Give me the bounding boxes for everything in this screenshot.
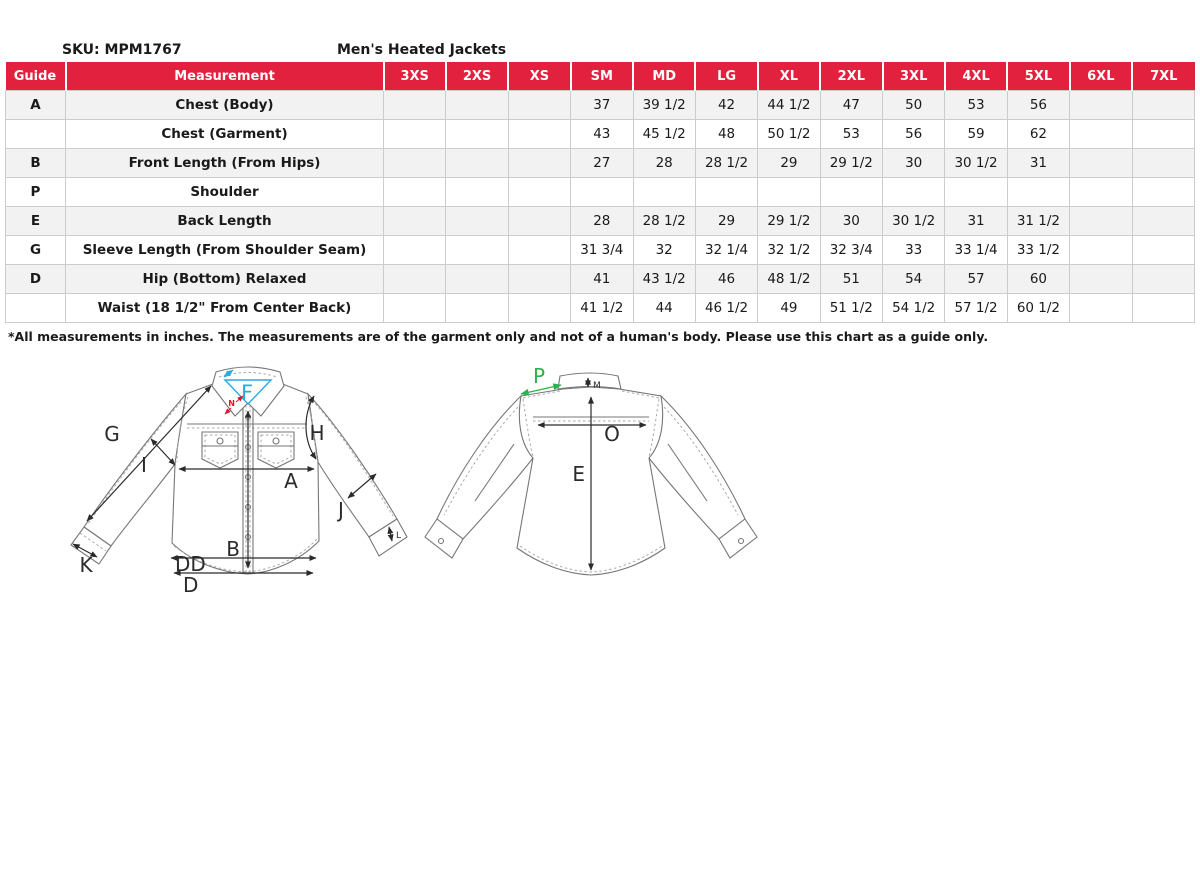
size-value-cell: 56 <box>1007 91 1069 120</box>
column-header-lg: LG <box>695 62 757 91</box>
sku-label: SKU: MPM1767 <box>62 42 182 58</box>
header-row <box>6 62 1195 91</box>
size-value-cell <box>446 236 508 265</box>
column-header-3xs: 3XS <box>384 62 446 91</box>
size-value-cell: 31 <box>1007 149 1069 178</box>
size-value-cell: 31 3/4 <box>571 236 633 265</box>
size-value-cell: 43 1/2 <box>633 265 695 294</box>
size-value-cell <box>758 178 820 207</box>
size-value-cell <box>1132 207 1195 236</box>
column-header-xl: XL <box>758 62 820 91</box>
table-row <box>6 120 1195 149</box>
measure-label-b: B <box>226 537 240 561</box>
size-value-cell: 47 <box>820 91 882 120</box>
measurement-cell: Waist (18 1/2" From Center Back) <box>66 294 384 323</box>
size-value-cell: 43 <box>571 120 633 149</box>
size-value-cell <box>384 265 446 294</box>
measure-label-p: P <box>532 364 546 388</box>
size-value-cell: 51 <box>820 265 882 294</box>
size-value-cell: 46 <box>695 265 757 294</box>
size-value-cell <box>446 149 508 178</box>
table-row <box>6 178 1195 207</box>
size-value-cell: 44 1/2 <box>758 91 820 120</box>
size-value-cell: 32 1/4 <box>695 236 757 265</box>
size-value-cell <box>1132 149 1195 178</box>
size-value-cell: 50 1/2 <box>758 120 820 149</box>
size-value-cell <box>508 265 570 294</box>
column-header-sm: SM <box>571 62 633 91</box>
size-value-cell: 29 <box>758 149 820 178</box>
size-chart-table <box>5 62 1195 323</box>
size-value-cell <box>1132 236 1195 265</box>
measurement-cell: Hip (Bottom) Relaxed <box>66 265 384 294</box>
size-value-cell: 42 <box>695 91 757 120</box>
size-value-cell <box>508 178 570 207</box>
size-value-cell <box>633 178 695 207</box>
guide-cell: G <box>6 236 66 265</box>
size-value-cell: 57 1/2 <box>945 294 1007 323</box>
title-bar <box>0 42 1200 60</box>
guide-cell: D <box>6 265 66 294</box>
measure-label-h: H <box>309 421 325 445</box>
size-value-cell: 29 1/2 <box>820 149 882 178</box>
table-row <box>6 149 1195 178</box>
size-value-cell: 32 <box>633 236 695 265</box>
measure-label-dd: DD <box>175 552 206 576</box>
column-header-measurement: Measurement <box>66 62 384 91</box>
size-value-cell <box>1070 120 1132 149</box>
guide-cell: A <box>6 91 66 120</box>
size-value-cell <box>446 207 508 236</box>
size-value-cell: 44 <box>633 294 695 323</box>
size-value-cell: 39 1/2 <box>633 91 695 120</box>
column-header-5xl: 5XL <box>1007 62 1069 91</box>
size-value-cell: 32 1/2 <box>758 236 820 265</box>
size-value-cell <box>1132 178 1195 207</box>
size-value-cell: 33 <box>883 236 945 265</box>
size-value-cell: 28 1/2 <box>633 207 695 236</box>
size-value-cell <box>384 207 446 236</box>
measure-label-e: E <box>572 462 585 486</box>
guide-cell <box>6 294 66 323</box>
measure-label-a: A <box>284 469 298 493</box>
size-value-cell: 32 3/4 <box>820 236 882 265</box>
footnote: *All measurements in inches. The measurements are of the garment only and not of a human's body. Please use this chart as a guide only. <box>8 329 989 344</box>
measure-label-g: G <box>104 422 120 446</box>
size-value-cell: 33 1/2 <box>1007 236 1069 265</box>
size-value-cell: 31 <box>945 207 1007 236</box>
size-value-cell: 30 1/2 <box>883 207 945 236</box>
column-header-md: MD <box>633 62 695 91</box>
size-value-cell <box>446 178 508 207</box>
table-row <box>6 91 1195 120</box>
table-row <box>6 207 1195 236</box>
size-value-cell: 33 1/4 <box>945 236 1007 265</box>
measure-label-n: N <box>228 399 235 408</box>
column-header-2xl: 2XL <box>820 62 882 91</box>
page-title: Men's Heated Jackets <box>337 42 507 58</box>
size-value-cell: 54 <box>883 265 945 294</box>
size-value-cell: 41 <box>571 265 633 294</box>
size-value-cell: 60 1/2 <box>1007 294 1069 323</box>
guide-cell: E <box>6 207 66 236</box>
guide-cell <box>6 120 66 149</box>
size-value-cell: 45 1/2 <box>633 120 695 149</box>
size-value-cell: 48 1/2 <box>758 265 820 294</box>
measurement-cell: Sleeve Length (From Shoulder Seam) <box>66 236 384 265</box>
size-value-cell <box>508 91 570 120</box>
size-value-cell: 29 <box>695 207 757 236</box>
size-value-cell <box>1070 149 1132 178</box>
size-value-cell: 30 1/2 <box>945 149 1007 178</box>
front-jacket-diagram <box>71 367 407 597</box>
size-table-body <box>6 91 1195 323</box>
size-value-cell <box>446 294 508 323</box>
table-row <box>6 265 1195 294</box>
size-value-cell <box>1070 294 1132 323</box>
measure-label-d: D <box>183 573 199 597</box>
guide-cell: B <box>6 149 66 178</box>
size-value-cell <box>508 149 570 178</box>
size-value-cell: 37 <box>571 91 633 120</box>
size-value-cell: 28 <box>571 207 633 236</box>
size-value-cell <box>446 120 508 149</box>
size-value-cell: 30 <box>820 207 882 236</box>
size-value-cell: 28 1/2 <box>695 149 757 178</box>
measurement-cell: Chest (Body) <box>66 91 384 120</box>
size-value-cell <box>384 120 446 149</box>
size-value-cell: 54 1/2 <box>883 294 945 323</box>
size-value-cell <box>945 178 1007 207</box>
column-header-3xl: 3XL <box>883 62 945 91</box>
measure-label-k: K <box>79 553 93 577</box>
size-value-cell: 28 <box>633 149 695 178</box>
size-value-cell: 48 <box>695 120 757 149</box>
size-value-cell <box>446 91 508 120</box>
size-value-cell: 60 <box>1007 265 1069 294</box>
size-value-cell <box>1132 120 1195 149</box>
measure-label-i: I <box>141 453 147 477</box>
size-value-cell <box>1070 265 1132 294</box>
size-value-cell: 27 <box>571 149 633 178</box>
column-header-4xl: 4XL <box>945 62 1007 91</box>
size-value-cell <box>1007 178 1069 207</box>
size-value-cell: 56 <box>883 120 945 149</box>
table-row <box>6 294 1195 323</box>
column-header-6xl: 6XL <box>1070 62 1132 91</box>
back-jacket-diagram <box>425 364 757 575</box>
size-value-cell <box>446 265 508 294</box>
measurement-cell: Front Length (From Hips) <box>66 149 384 178</box>
measurement-cell: Back Length <box>66 207 384 236</box>
size-value-cell <box>883 178 945 207</box>
size-value-cell <box>1070 207 1132 236</box>
size-value-cell <box>508 120 570 149</box>
size-value-cell <box>508 236 570 265</box>
size-value-cell: 49 <box>758 294 820 323</box>
size-value-cell <box>1132 294 1195 323</box>
size-value-cell <box>820 178 882 207</box>
column-header-guide: Guide <box>6 62 66 91</box>
measure-label-m: M <box>593 381 601 391</box>
size-value-cell <box>1070 236 1132 265</box>
size-value-cell: 29 1/2 <box>758 207 820 236</box>
size-value-cell <box>384 294 446 323</box>
size-value-cell <box>384 236 446 265</box>
size-value-cell: 46 1/2 <box>695 294 757 323</box>
column-header-xs: XS <box>508 62 570 91</box>
size-value-cell: 31 1/2 <box>1007 207 1069 236</box>
size-value-cell <box>508 207 570 236</box>
table-row <box>6 236 1195 265</box>
size-value-cell <box>1070 178 1132 207</box>
size-value-cell: 57 <box>945 265 1007 294</box>
size-value-cell <box>571 178 633 207</box>
size-value-cell <box>1132 265 1195 294</box>
measurement-cell: Chest (Garment) <box>66 120 384 149</box>
jacket-diagrams <box>40 360 810 650</box>
size-value-cell: 51 1/2 <box>820 294 882 323</box>
measure-label-f: F <box>240 381 254 405</box>
size-value-cell: 59 <box>945 120 1007 149</box>
size-value-cell <box>384 149 446 178</box>
column-header-7xl: 7XL <box>1132 62 1195 91</box>
measurement-cell: Shoulder <box>66 178 384 207</box>
size-value-cell <box>695 178 757 207</box>
guide-cell: P <box>6 178 66 207</box>
size-value-cell <box>508 294 570 323</box>
size-value-cell <box>384 178 446 207</box>
measure-label-j: J <box>338 498 344 522</box>
size-value-cell <box>1132 91 1195 120</box>
measure-label-o: O <box>604 422 620 446</box>
size-value-cell: 53 <box>820 120 882 149</box>
size-value-cell: 50 <box>883 91 945 120</box>
size-value-cell: 41 1/2 <box>571 294 633 323</box>
size-value-cell: 30 <box>883 149 945 178</box>
size-value-cell <box>384 91 446 120</box>
size-value-cell <box>1070 91 1132 120</box>
size-value-cell: 62 <box>1007 120 1069 149</box>
size-value-cell: 53 <box>945 91 1007 120</box>
column-header-2xs: 2XS <box>446 62 508 91</box>
measure-label-l: L <box>396 531 402 541</box>
